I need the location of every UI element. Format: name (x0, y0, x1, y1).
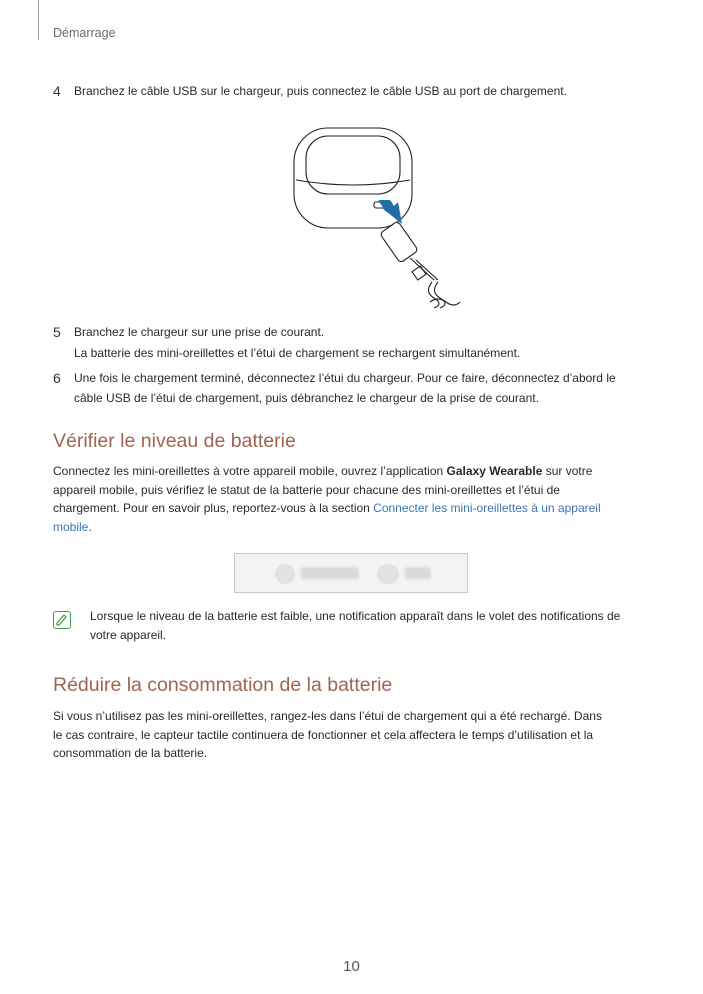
case-icon (377, 564, 399, 584)
text-run: sur votre (542, 464, 593, 478)
battery-status-panel (234, 553, 468, 593)
step-number: 4 (53, 83, 61, 99)
battery-level-paragraph (53, 462, 653, 536)
text-run: chargement. Pour en savoir plus, reportez-vous à la section (53, 501, 374, 515)
running-header: Démarrage (53, 26, 116, 40)
note-line-2: votre appareil. (90, 628, 167, 642)
step-text-line-2: La batterie des mini-oreillettes et l’étui de chargement se rechargent simultanément. (74, 346, 521, 360)
step-text-line-1: Une fois le chargement terminé, déconnectez l’étui du chargeur. Pour ce faire, déconnectez d’abord le (74, 371, 616, 385)
reduce-consumption-paragraph (53, 707, 653, 763)
page-number: 10 (343, 958, 360, 975)
note-text (90, 607, 620, 645)
pencil-icon (54, 612, 69, 627)
paragraph-line (53, 462, 653, 481)
usb-cable-icon (380, 221, 460, 308)
paragraph-line: le cas contraire, le capteur tactile continuera de fonctionner et cela affectera le temps d’utilisation et la (53, 727, 594, 742)
step-number: 6 (53, 370, 61, 386)
text-run: Connectez les mini-oreillettes à votre appareil mobile, ouvrez l’application (53, 464, 447, 478)
header-divider (38, 0, 39, 40)
step-text: Branchez le câble USB sur le chargeur, puis connectez le câble USB au port de chargement. (74, 84, 567, 98)
connect-earbuds-link-cont[interactable]: mobile (53, 519, 89, 534)
app-name: Galaxy Wearable (446, 464, 543, 478)
paragraph-line: consommation de la batterie. (53, 746, 208, 760)
paragraph-line: appareil mobile, puis vérifiez le statut de la batterie pour chacune des mini-oreillettes et l’étui de (53, 482, 560, 497)
earbuds-battery-blurred (301, 567, 359, 579)
case-battery-blurred (405, 567, 431, 579)
note-icon (53, 611, 71, 629)
paragraph-line (53, 499, 653, 518)
note-line-1: Lorsque le niveau de la batterie est faible, une notification apparaît dans le volet des notifications de (90, 609, 621, 623)
step-text-line-2: câble USB de l’étui de chargement, puis débranchez le chargeur de la prise de courant. (74, 391, 539, 405)
paragraph-line: Si vous n’utilisez pas les mini-oreillettes, rangez-les dans l’étui de chargement qui a été rechargé. Dans (53, 709, 602, 723)
earbuds-icon (275, 564, 295, 584)
step-text-line-1: Branchez le chargeur sur une prise de courant. (74, 325, 325, 339)
paragraph-line (53, 518, 653, 537)
step-number: 5 (53, 324, 61, 340)
charging-case-illustration (284, 120, 464, 310)
connect-earbuds-link[interactable]: Connecter les mini-oreillettes à un appareil (373, 501, 601, 515)
section-title-battery-level: Vérifier le niveau de batterie (53, 430, 296, 452)
section-title-reduce-consumption: Réduire la consommation de la batterie (53, 674, 393, 696)
text-run: . (88, 519, 92, 534)
